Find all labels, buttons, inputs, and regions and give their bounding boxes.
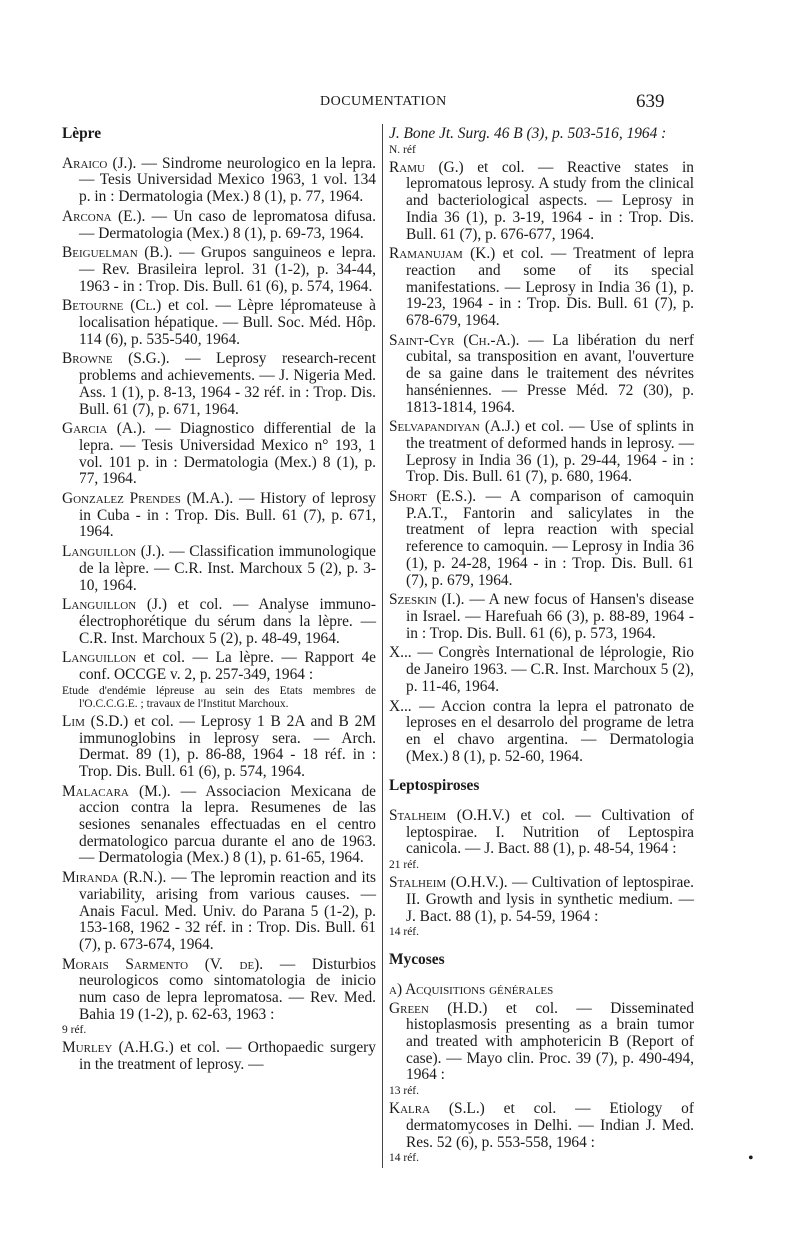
entry-note: Etude d'endémie lépreuse au sein des Etats membres de l'O.C.C.G.E. ; travaux de l'Institut Marchoux.	[62, 684, 376, 710]
entry-text: et col. — Orthopaedic surgery in the treatment of leprosy. —	[79, 1039, 376, 1074]
entry-text: — Sindrome neurologico en la lepra. — Tesis Universidad Mexico 1963, 1 vol. 134 p. in : Dermatologia (Mex.) 8 (1), p. 77, 1964.	[79, 154, 377, 206]
bibliography-entry	[62, 351, 376, 418]
running-header: DOCUMENTATION	[320, 94, 447, 109]
left-entry-list	[62, 156, 376, 1074]
mycoses-entry-list	[389, 1001, 694, 1166]
entry-author: X...	[389, 644, 412, 662]
entry-author: Languillon (J.).	[62, 543, 165, 561]
entry-note: 21 réf.	[389, 859, 420, 872]
bibliography-entry	[62, 245, 376, 295]
entry-note: 9 réf.	[62, 1024, 87, 1037]
bibliography-entry	[62, 298, 376, 348]
bibliography-entry	[62, 421, 376, 488]
entry-author: Arcona (E.).	[62, 207, 146, 225]
entry-author: Selvapandiyan (A.J.)	[389, 418, 520, 436]
entry-author: Stalheim (O.H.V.).	[389, 874, 508, 892]
entry-note: 14 réf.	[389, 926, 420, 939]
bibliography-entry	[389, 808, 694, 872]
entry-author: Miranda (R.N.).	[62, 869, 167, 887]
entry-text: — Diagnostico differential de la lepra. — Tesis Universidad Mexico n° 193, 1 vol. 101 p. in : Dermatologia (Mex.) 8 (1), p. 77, 1964.	[79, 420, 376, 488]
right-column	[389, 126, 694, 1168]
entry-text: — Leprosy research-recent problems and achievements. — J. Nigeria Med. Ass. 1 (1), p. 8-13, 1964 - 32 réf. in : Trop. Dis. Bull. 61 (7), p. 671, 1964.	[79, 350, 376, 418]
entry-text: et col. — Reactive states in lepromatous leprosy. A study from the clinical and bacteriological aspects. — Leprosy in India 36 (1), p. 3-19, 1964 - in : Trop. Dis. Bull. 61 (7), p. 676-677, 1964.	[406, 158, 694, 243]
section-title-mycoses: Mycoses	[389, 951, 445, 969]
entry-note: 13 réf.	[389, 1085, 420, 1098]
entry-text: — Associacion Mexicana de accion contra la lepra. Resumenes de las sesiones senanales effectuadas en el centro dermatologico parcua durante el ano de 1963. — Dermatologia (Mex.) 8 (1), p. 61-65, 1964.	[79, 782, 376, 867]
right-entry-list	[389, 160, 694, 766]
bibliography-entry	[389, 645, 694, 695]
entry-text: — Cultivation of leptospirae. II. Growth and lysis in synthetic medium. — J. Bact. 88 (1), p. 54-59, 1964 :	[406, 874, 695, 925]
section-title-leptospiroses: Leptospiroses	[389, 777, 480, 795]
bibliography-entry	[62, 491, 376, 541]
entry-author: Kalra (S.L.)	[389, 1100, 485, 1118]
entry-text: — Accion contra la lepra el patronato de leproses en el desarrolo del programe de letra en el chavo argentina. — Dermatologia (Mex.) 8 (1), p. 52-60, 1964.	[406, 697, 694, 765]
entry-author: Green (H.D.)	[389, 999, 488, 1017]
bibliography-entry	[389, 592, 694, 642]
entry-author: Morais Sarmento (V. de).	[62, 955, 264, 973]
bibliography-entry	[389, 1001, 694, 1099]
bibliography-entry	[62, 597, 376, 647]
entry-author: X...	[389, 697, 412, 715]
entry-text: et col. — La lèpre. — Rapport 4e conf. OCCGE v. 2, p. 257-349, 1964 :	[79, 649, 376, 684]
left-column	[62, 126, 376, 1077]
entry-text: — History of leprosy in Cuba - in : Trop. Dis. Bull. 61 (7), p. 671, 1964.	[79, 490, 376, 541]
bibliography-entry	[389, 875, 694, 939]
entry-text: et col. — Etiology of dermatomycoses in Delhi. — Indian J. Med. Res. 52 (6), p. 553-558, 1964 :	[406, 1100, 694, 1151]
bibliography-entry	[62, 209, 376, 242]
entry-author: Saint-Cyr (Ch.-A.).	[389, 331, 520, 349]
column-divider	[382, 124, 383, 1168]
entry-text: — A new focus of Hansen's disease in Israel. — Harefuah 66 (3), p. 88-89, 1964 - in : Trop. Dis. Bull. 61 (6), p. 573, 1964.	[406, 591, 694, 642]
bibliography-entry	[389, 699, 694, 766]
bibliography-entry	[389, 333, 694, 417]
bibliography-entry	[62, 1040, 376, 1073]
bibliography-entry	[389, 489, 694, 589]
entry-author: Betourne (Cl.)	[62, 297, 162, 315]
entry-author: Ramu (G.)	[389, 158, 464, 176]
entry-author: Ramanujam (K.)	[389, 245, 496, 263]
entry-text: — The lepromin reaction and its variability, arising from various causes. — Anais Facul. Med. Univ. do Parana 5 (1-2), p. 153-168, 1962 - 32 réf. in : Trop. Dis. Bull. 61 (7), p. 673-674, 1964.	[79, 869, 376, 953]
entry-text: et col. — Lèpre lépromateuse à localisation hépatique. — Bull. Soc. Méd. Hôp. 114 (6), p. 535-540, 1964.	[79, 297, 376, 348]
entry-text: — Classification immunologique de la lèpre. — C.R. Inst. Marchoux 5 (2), p. 3-10, 1964.	[79, 543, 376, 594]
bibliography-entry	[62, 156, 376, 206]
bibliography-entry	[389, 246, 694, 330]
entry-note: 14 réf.	[389, 1152, 420, 1165]
continued-entry	[389, 126, 694, 157]
entry-author: Murley (A.H.G.)	[62, 1039, 174, 1057]
entry-text: — A comparison of camoquin P.A.T., Fantorin and salicylates in the treatment of lepra reaction with special reference to camoquin. — Leprosy in India 36 (1), p. 24-28, 1964 - in : Trop. Dis. Bull. 61 (7), p. 679, 1964.	[406, 488, 694, 589]
continued-note: N. réf	[389, 143, 416, 156]
entry-author: Languillon (J.)	[62, 596, 168, 614]
entry-author: Languillon	[62, 649, 137, 667]
entry-author: Lim (S.D.)	[62, 712, 129, 730]
bibliography-entry	[62, 870, 376, 954]
entry-author: Stalheim (O.H.V.)	[389, 807, 510, 825]
entry-text: — Disturbios neurologicos como sintomatologia de inicio num caso de lepra lepromatosa. — Rev. Med. Bahia 19 (1-2), p. 62-63, 1963 :	[79, 955, 376, 1023]
entry-text: — Un caso de lepromatosa difusa. — Dermatologia (Mex.) 8 (1), p. 69-73, 1964.	[79, 207, 376, 242]
entry-author: Araico (J.).	[62, 154, 137, 172]
entry-text: et col. — Disseminated histoplasmosis presenting as a brain tumor and treated with amphotericin B (Report of case). — Mayo clin. Proc. 39 (7), p. 490-494, 1964 :	[406, 999, 694, 1084]
subsection-title: a) Acquisitions générales	[389, 980, 554, 998]
continued-text: J. Bone Jt. Surg. 46 B (3), p. 503-516, 1964 :	[389, 125, 667, 142]
bibliography-entry	[62, 784, 376, 868]
bibliography-entry	[389, 160, 694, 244]
entry-author: Short (E.S.).	[389, 488, 477, 506]
entry-author: Gonzalez Prendes (M.A.).	[62, 490, 234, 508]
entry-text: et col. — Treatment of lepra reaction and some of its special manifestations. — Leprosy in India 36 (1), p. 19-23, 1964 - in : Trop. Dis. Bull. 61 (7), p. 678-679, 1964.	[406, 245, 695, 330]
entry-author: Malacara (M.).	[62, 782, 171, 800]
bibliography-entry	[62, 714, 376, 781]
section-title-lepre: Lèpre	[62, 125, 102, 142]
bibliography-entry	[62, 650, 376, 710]
entry-author: Szeskin (I.).	[389, 591, 465, 609]
entry-text: et col. — Leprosy 1 B 2A and B 2M immunoglobins in leprosy sera. — Arch. Dermat. 89 (1), p. 86-88, 1964 - 18 réf. in : Trop. Dis. Bull. 61 (6), p. 574, 1964.	[79, 712, 376, 780]
entry-author: Beiguelman (B.).	[62, 244, 173, 262]
bibliography-entry	[62, 957, 376, 1038]
entry-text: — Congrès International de léprologie, Rio de Janeiro 1963. — C.R. Inst. Marchoux 5 (2), p. 11-46, 1964.	[406, 644, 694, 695]
margin-dot: •	[748, 1150, 754, 1167]
bibliography-entry	[389, 1101, 694, 1165]
entry-text: et col. — Cultivation of leptospirae. I. Nutrition of Leptospira canicola. — J. Bact. 88 (1), p. 48-54, 1964 :	[406, 807, 695, 858]
bibliography-entry	[389, 419, 694, 486]
entry-text: — La libération du nerf cubital, sa transposition en avant, l'ouverture de sa gaine dans le traitement des névrites hanséniennes. — Presse Méd. 72 (30), p. 1813-1814, 1964.	[406, 331, 694, 416]
entry-author: Browne (S.G.).	[62, 350, 170, 368]
leptospiroses-entry-list	[389, 808, 694, 939]
page-number: 639	[636, 91, 665, 112]
entry-text: et col. — Use of splints in the treatment of deformed hands in leprosy. — Leprosy in India 36 (1), p. 29-44, 1964 - in : Trop. Dis. Bull. 61 (7), p. 680, 1964.	[406, 418, 694, 486]
entry-text: — Grupos sanguineos e lepra. — Rev. Brasileira leprol. 31 (1-2), p. 34-44, 1963 - in : Trop. Dis. Bull. 61 (6), p. 574, 1964.	[79, 244, 377, 295]
bibliography-entry	[62, 544, 376, 594]
entry-text: et col. — Analyse immuno-électrophorétique du sérum dans la lèpre. — C.R. Inst. Marchoux 5 (2), p. 48-49, 1964.	[79, 596, 376, 647]
entry-author: Garcia (A.).	[62, 420, 146, 438]
